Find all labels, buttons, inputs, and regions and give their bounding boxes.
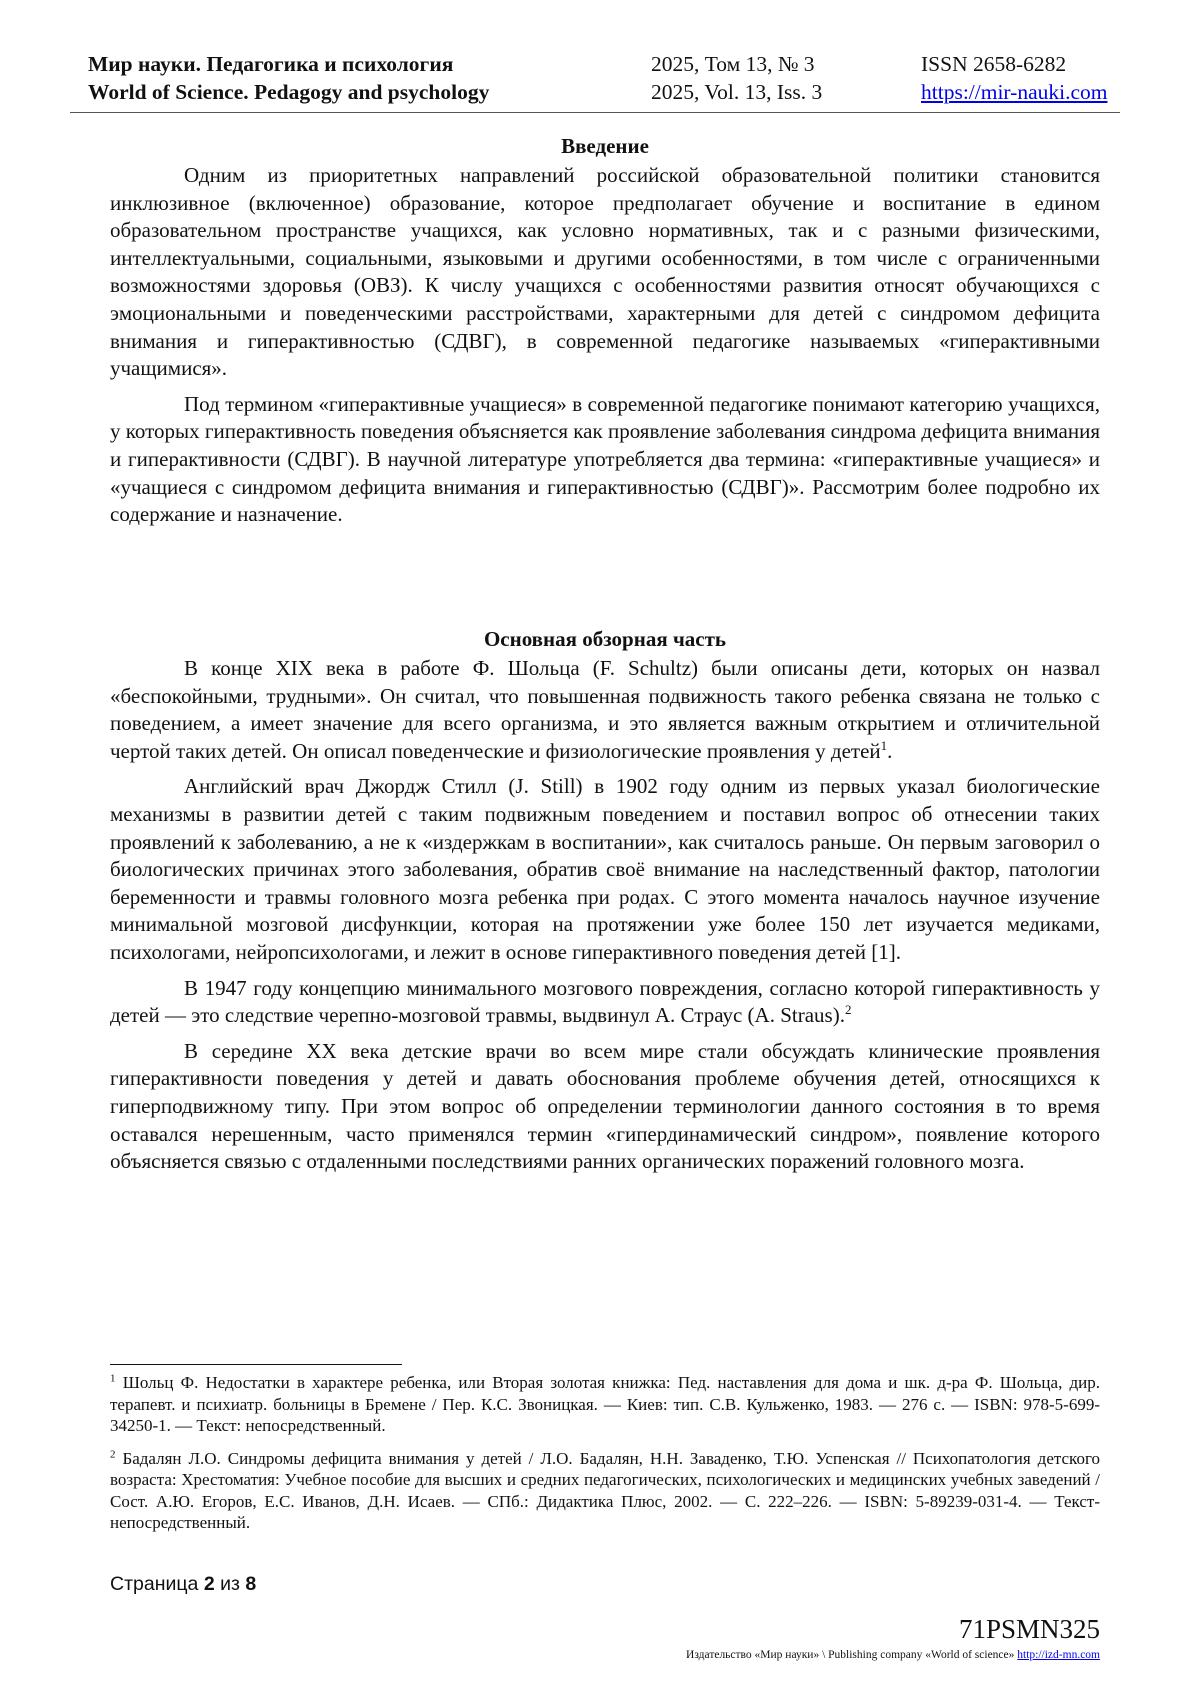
section-heading: Введение [561, 134, 649, 158]
publisher-url-link[interactable]: http://izd-mn.com [1017, 1649, 1100, 1661]
paragraph [110, 975, 1100, 1030]
journal-url-link[interactable]: https://mir-nauki.com [921, 80, 1108, 104]
footnotes [110, 1372, 1100, 1545]
journal-title-ru: Мир науки. Педагогика и психология [88, 52, 454, 76]
section-main-review [110, 623, 1100, 1184]
issue-ru: 2025, Том 13, № 3 [651, 52, 815, 76]
footnote-ref[interactable]: 1 [880, 737, 888, 753]
page-prefix: Страница [110, 1573, 199, 1595]
section-heading: Основная обзорная часть [483, 627, 727, 651]
journal-header [88, 50, 1120, 106]
issn: ISSN 2658-6282 [921, 52, 1067, 76]
publisher-text: Издательство «Мир науки» \ Publishing company «World of science» [686, 1649, 1015, 1661]
article-code: 71PSMN325 [958, 1614, 1100, 1644]
publisher-line [686, 1649, 1100, 1661]
paragraph: Под термином «гиперактивные учащиеся» в современной педагогике понимают категорию учащихся, у которых гиперактивность поведения объясняется как проявление заболевания синдрома дефицита внимания и гиперактивности (СДВГ). В научной литературе употребляется два термина: «гиперактивные учащиеся» и «учащиеся с синдромом дефицита внимания и гиперактивностью (СДВГ)». Рассмотрим более подробно их содержание и назначение. [110, 391, 1100, 527]
footnote [110, 1448, 1100, 1534]
journal-title-en: World of Science. Pedagogy and psychology [88, 80, 490, 104]
page-of: из [220, 1573, 240, 1595]
footnote-ref[interactable]: 2 [844, 1002, 852, 1018]
footnote-text: Шольц Ф. Недостатки в характере ребенка, или Вторая золотая книжка: Пед. наставления для дома и шк. д-ра Ф. Шольца, дир. терапевт. и психиатр. больницы в Бремене / Пер. К.С. Звоницкая. — Киев: тип. С.В. Кульженко, 1983. — 276 с. — ISBN: 978-5-699-34250-1. — Текст: непосредственный. [110, 1373, 1101, 1435]
paragraph-tail: . [887, 738, 893, 763]
footnote-mark: 1 [110, 1372, 116, 1385]
paragraph: Английский врач Джордж Стилл (J. Still) в 1902 году одним из первых указал биологические механизмы в развитии детей с таким подвижным поведением и поставил вопрос об отнесении таких проявлений к заболеванию, а не к «издержкам в воспитании», как считалось раньше. Он первым заговорил о биологических причинах этого заболевания, обратив своё внимание на наследственный фактор, патологии беременности и травмы головного мозга ребенка при родах. С этого момента началось научное изучение минимальной мозговой дисфункции, которая на протяжении уже более 150 лет изучается медиками, психологами, нейропсихологами, и лежит в основе гиперактивного поведения детей [1]. [110, 774, 1100, 964]
paragraph-text: В 1947 году концепцию минимального мозгового повреждения, согласно которой гиперактивность у детей — это следствие черепно-мозговой травмы, выдвинул А. Страус (A. Straus). [110, 975, 1100, 1028]
header-divider [70, 112, 1120, 113]
page-number [110, 1573, 256, 1596]
footnote [110, 1372, 1100, 1437]
paragraph [110, 655, 1100, 765]
issue-en: 2025, Vol. 13, Iss. 3 [651, 80, 823, 104]
page-current: 2 [203, 1573, 215, 1595]
paragraph: Одним из приоритетных направлений российской образовательной политики становится инклюзивное (включенное) образование, которое предполагает обучение и воспитание в едином образовательном пространстве учащихся, как условно нормативных, так и с разными физическими, интеллектуальными, социальными, языковыми и другими особенностями, в том числе с ограниченными возможностями здоровья (ОВЗ). К числу учащихся с особенностями развития относят обучающихся с эмоциональными и поведенческими расстройствами, характерными для детей с синдромом дефицита внимания и гиперактивностью (СДВГ), в современной педагогике называемых «гиперактивными учащимися». [110, 163, 1100, 381]
section-introduction [110, 130, 1100, 537]
page-total: 8 [245, 1573, 257, 1595]
footnote-mark: 2 [110, 1447, 116, 1460]
paragraph: В середине XX века детские врачи во всем мире стали обсуждать клинические проявления гиперактивности поведения у детей и давать обоснования проблеме обучения детей, относящихся к гиперподвижному типу. При этом вопрос об определении терминологии данного состояния в то время оставался нерешенным, часто применялся термин «гипердинамический синдром», появление которого объясняется связью с отдаленными последствиями ранних органических поражений головного мозга. [110, 1038, 1100, 1174]
footnote-text: Бадалян Л.О. Синдромы дефицита внимания у детей / Л.О. Бадалян, Н.Н. Заваденко, Т.Ю. Успенская // Психопатология детского возраста: Хрестоматия: Учебное пособие для высших и средних педагогических, психологических и медицинских учебных заведений / Сост. А.Ю. Егоров, Е.С. Иванов, Д.Н. Исаев. — СПб.: Дидактика Плюс, 2002. — С. 222–226. — ISBN: 5-89239-031-4. — Текст- непосредственный. [110, 1448, 1100, 1532]
paragraph-text: В конце XIX века в работе Ф. Шольца (F. Schultz) были описаны дети, которых он назвал «беспокойными, трудными». Он считал, что повышенная подвижность такого ребенка связана не только с поведением, а имеет значение для всего организма, и это является важным открытием и отличительной чертой таких детей. Он описал поведенческие и физиологические проявления у детей [110, 656, 1100, 763]
footnote-divider [110, 1364, 402, 1365]
